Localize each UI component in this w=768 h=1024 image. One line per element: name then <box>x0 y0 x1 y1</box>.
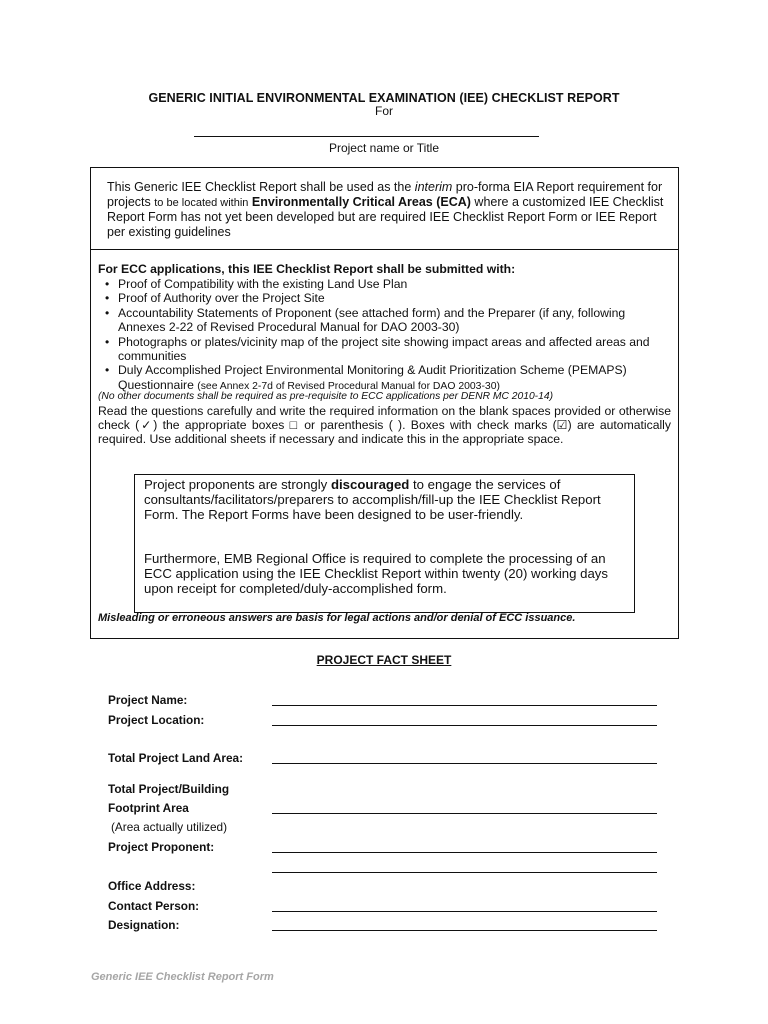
notice-paragraph-2: Furthermore, EMB Regional Office is required to complete the processing of an ECC application using the IEE Checklist Report within twenty (20) working days upon receipt for completed/duly-accomplished form. <box>144 551 608 596</box>
proponent-label: Project Proponent: <box>108 840 215 854</box>
land-area-field[interactable] <box>272 763 657 764</box>
fill-instructions: Read the questions carefully and write the required information on the blank spaces provided or otherwise check (✓) the appropriate boxes □ or parenthesis ( ). Boxes with check marks (☑) are automatically required. Use additional sheets if necessary and indicate this in the appropriate space. <box>98 404 671 447</box>
project-location-label: Project Location: <box>108 713 205 727</box>
area-utilized-note: (Area actually utilized) <box>111 820 228 834</box>
project-title-blank[interactable] <box>194 136 539 137</box>
list-item: • Accountability Statements of Proponent (see attached form) and the Preparer (if any, following Annexes 2-22 of Revised Procedural Manual for DAO 2003-30) <box>105 306 675 335</box>
project-location-field[interactable] <box>272 725 657 726</box>
instructions-box <box>90 167 679 639</box>
intro-paragraph: This Generic IEE Checklist Report shall be used as the interim pro-forma EIA Report requirement for projects to be located within Environmentally Critical Areas (ECA) where a customized IEE Checklist Report Form has not yet been developed but are required IEE Checklist Report Form or IEE Report per existing guidelines <box>107 180 664 239</box>
project-name-field[interactable] <box>272 705 657 706</box>
legal-warning: Misleading or erroneous answers are basis for legal actions and/or denial of ECC issuance. <box>98 612 576 624</box>
contact-person-field[interactable] <box>272 911 657 912</box>
for-label: For <box>375 104 393 118</box>
intro-section <box>91 168 678 250</box>
list-item: • Proof of Compatibility with the existing Land Use Plan <box>105 277 675 291</box>
designation-field[interactable] <box>272 930 657 931</box>
list-item: • Photographs or plates/vicinity map of the project site showing impact areas and affected areas and communities <box>105 335 675 364</box>
document-title: GENERIC INITIAL ENVIRONMENTAL EXAMINATION (IEE) CHECKLIST REPORT <box>148 91 620 105</box>
building-area-label: Total Project/Building <box>108 782 230 796</box>
notice-box <box>134 474 635 613</box>
footprint-area-field[interactable] <box>272 813 657 814</box>
ecc-requirements-list <box>105 277 675 394</box>
footprint-area-label: Footprint Area <box>108 801 189 815</box>
ecc-requirements-heading: For ECC applications, this IEE Checklist Report shall be submitted with: <box>98 262 516 276</box>
denr-note: (No other documents shall be required as pre-requisite to ECC applications per DENR MC 2010-14) <box>98 391 553 402</box>
contact-person-label: Contact Person: <box>108 899 200 913</box>
list-item: • Proof of Authority over the Project Site <box>105 291 675 305</box>
proponent-field-extra[interactable] <box>272 872 657 873</box>
office-address-label: Office Address: <box>108 879 196 893</box>
list-item: • Duly Accomplished Project Environmental Monitoring & Audit Prioritization Scheme (PEMAPS) Questionnaire (see Annex 2-7d of Revised Procedural Manual for DAO 2003-30) <box>105 363 675 394</box>
land-area-label: Total Project Land Area: <box>108 751 244 765</box>
notice-paragraph-1: Project proponents are strongly discouraged to engage the services of consultants/facilitators/preparers to accomplish/fill-up the IEE Checklist Report Form. The Report Forms have been designed to be user-friendly. <box>144 477 601 522</box>
fact-sheet-heading: PROJECT FACT SHEET <box>316 653 452 667</box>
project-name-label: Project Name: <box>108 693 188 707</box>
proponent-field[interactable] <box>272 852 657 853</box>
designation-label: Designation: <box>108 918 180 932</box>
footer-form-name: Generic IEE Checklist Report Form <box>91 971 274 983</box>
project-title-label: Project name or Title <box>328 141 440 155</box>
